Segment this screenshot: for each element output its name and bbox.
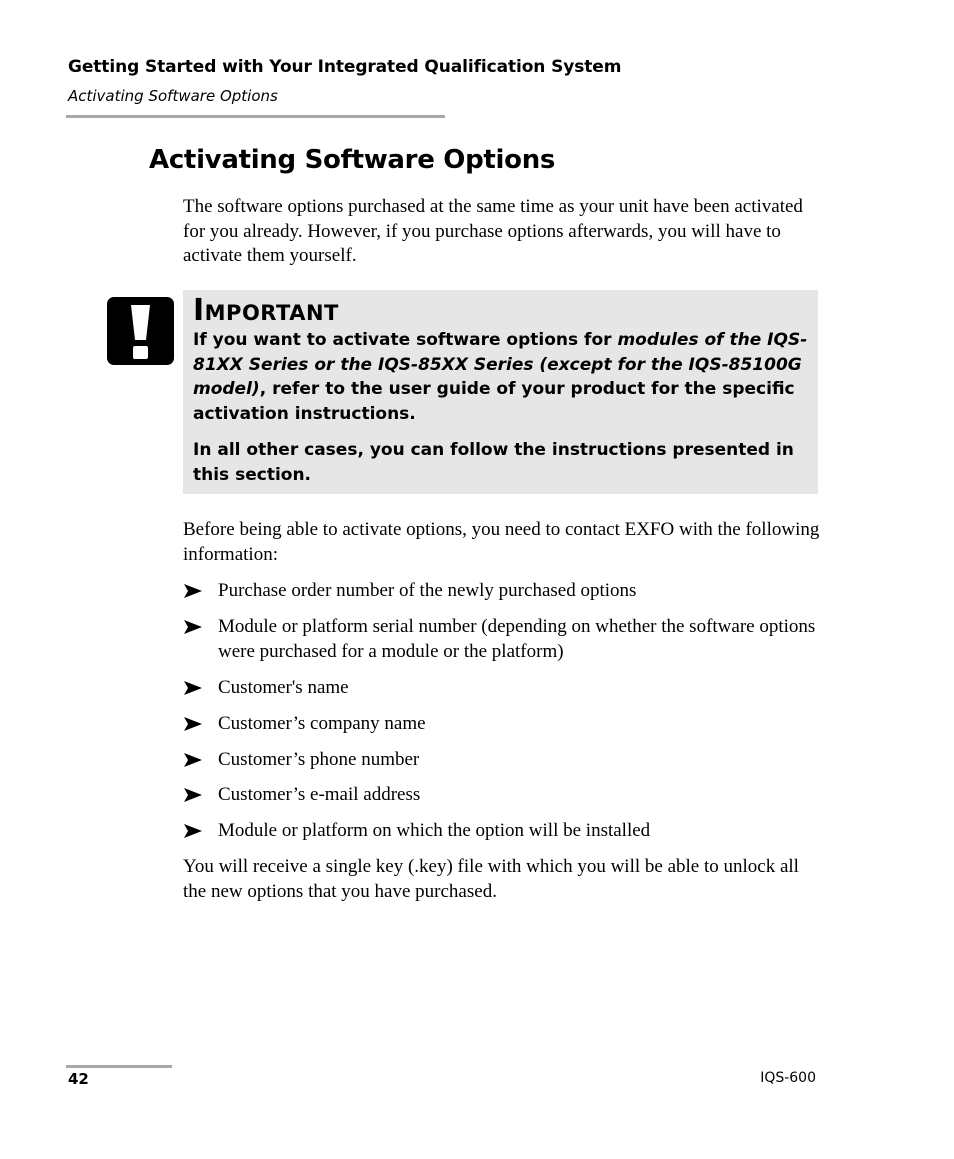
arrow-bullet-icon [183,679,203,697]
list-item [183,748,823,773]
important-title: Important [193,293,339,328]
important-paragraph-1 [193,328,808,426]
closing-paragraph: You will receive a single key (.key) file with which you will be able to unlock all the new options that you have purchased. [183,856,799,902]
document-id: IQS-600 [760,1070,816,1086]
important-notice [183,290,818,494]
running-title: Getting Started with Your Integrated Qualification System [68,57,622,77]
list-item-text: Customer's name [218,677,349,698]
important-p1-lead: If you want to activate software options for [193,330,618,350]
info-intro-paragraph: Before being able to activate options, you need to contact EXFO with the following information: [183,519,820,565]
arrow-bullet-icon [183,582,203,600]
list-item-text: Customer’s phone number [218,749,420,770]
arrow-bullet-icon [183,751,203,769]
important-p1-tail: , refer to the user guide of your product for the specific activation instructions. [193,379,795,424]
list-item [183,712,823,737]
list-item-text: Purchase order number of the newly purchased options [218,580,637,601]
arrow-bullet-icon [183,786,203,804]
page-number: 42 [68,1070,89,1088]
list-item-text: Module or platform on which the option will be installed [218,820,651,841]
important-p1-italic: modules of the IQS-81XX Series or the IQS-85XX Series (except for the IQS-85100G model) [193,330,808,399]
list-item-text: Customer’s company name [218,713,426,734]
list-item [183,579,823,604]
intro-paragraph: The software options purchased at the same time as your unit have been activated for you already. However, if you purchase options afterwards, you will have to activate them yourself. [183,196,803,266]
section-heading: Activating Software Options [149,145,556,175]
list-item [183,783,823,808]
list-item [183,615,823,664]
list-item-text: Customer’s e-mail address [218,784,421,805]
footer-rule [66,1065,172,1068]
list-item [183,676,823,701]
list-item [183,819,823,844]
arrow-bullet-icon [183,618,203,636]
arrow-bullet-icon [183,822,203,840]
header-rule [66,115,445,118]
list-item-text: Module or platform serial number (depending on whether the software options were purchased for a module or the platform) [218,616,816,662]
running-subtitle: Activating Software Options [68,87,278,105]
arrow-bullet-icon [183,715,203,733]
exclamation-icon [107,297,174,365]
important-paragraph-2: In all other cases, you can follow the instructions presented in this section. [193,440,794,485]
